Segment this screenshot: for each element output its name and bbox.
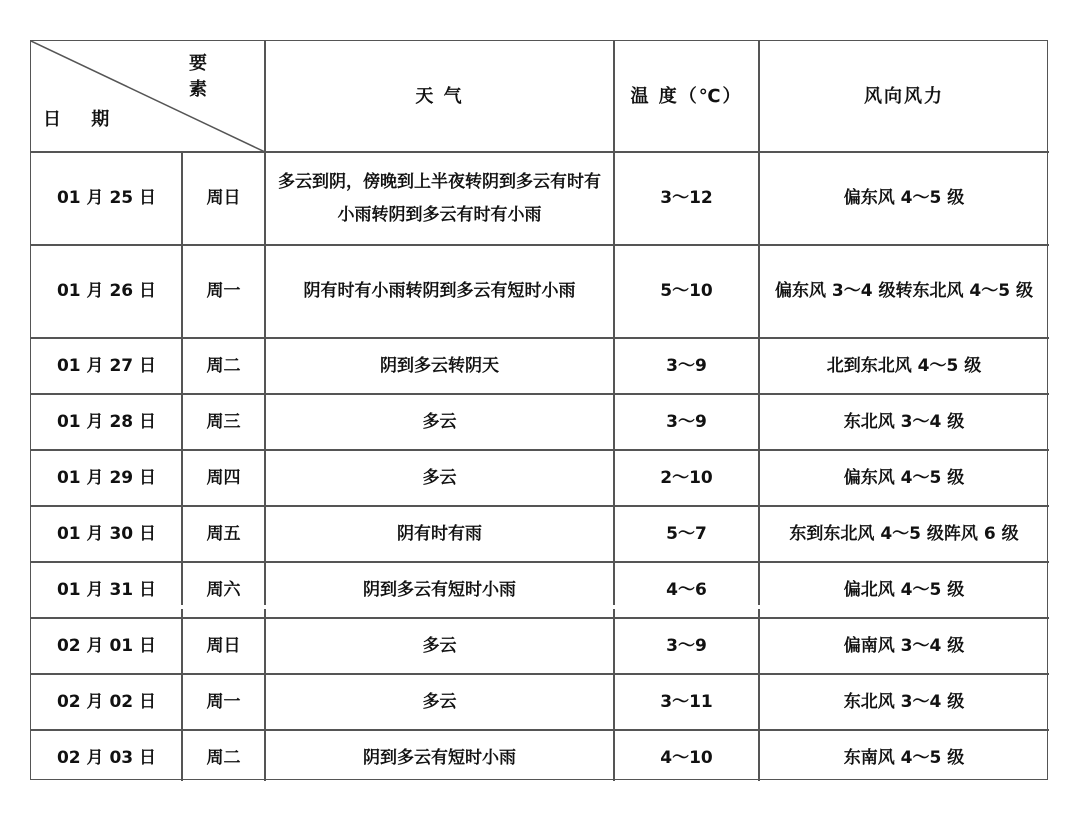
wind-cell: 偏北风 4～5 级 [843,579,965,600]
wind-cell: 北到东北风 4～5 级 [826,355,982,376]
weather-forecast-table [30,40,1048,780]
weather-cell: 阴有时有小雨转阴到多云有短时小雨 [303,281,576,301]
temperature-cell: 5～10 [660,281,713,301]
row-divider [31,151,1049,153]
header-temperature: 温 度（℃） [630,86,743,107]
row-divider [31,617,1049,619]
date-cell: 01 月 30 日 [56,523,157,544]
date-cell: 02 月 02 日 [56,691,157,712]
weather-cell: 阴到多云有短时小雨 [363,579,516,600]
temperature-cell: 3～11 [660,691,713,712]
weather-cell: 多云 [422,691,457,712]
header-date-label: 日 期 [43,109,122,130]
date-cell: 01 月 26 日 [56,281,157,301]
col-divider [181,152,183,781]
row-divider [31,561,1049,563]
wind-cell: 东南风 4～5 级 [843,747,965,768]
weekday-cell: 周日 [206,188,241,208]
date-cell: 01 月 25 日 [56,188,157,208]
date-cell: 01 月 29 日 [56,467,157,488]
header-corner-cell [31,41,265,152]
weather-cell: 多云 [422,635,457,656]
wind-cell: 偏南风 3～4 级 [843,635,965,656]
wind-cell: 东到东北风 4～5 级阵风 6 级 [789,523,1019,544]
weekday-cell: 周日 [206,635,241,656]
weather-cell: 多云到阴，傍晚到上半夜转阴到多云有时有小雨转阴到多云有时有小雨 [278,171,601,225]
weather-cell: 阴到多云转阴天 [380,355,499,376]
row-divider [31,244,1049,246]
weather-cell: 阴有时有雨 [397,523,482,544]
header-elements-label: 要 素 [189,53,219,100]
weekday-cell: 周一 [206,691,241,712]
row-divider [31,393,1049,395]
header-weather: 天 气 [415,86,464,107]
weekday-cell: 周三 [206,411,241,432]
wind-cell: 偏东风 4～5 级 [843,467,965,488]
weekday-cell: 周五 [206,523,241,544]
header-wind: 风向风力 [864,86,944,107]
temperature-cell: 3～9 [666,355,707,376]
weekday-cell: 周四 [206,467,241,488]
weather-cell: 多云 [422,411,457,432]
wind-cell: 东北风 3～4 级 [843,691,965,712]
row-divider [31,449,1049,451]
temperature-cell: 3～9 [666,635,707,656]
wind-cell: 偏东风 4～5 级 [843,188,965,208]
weekday-cell: 周六 [206,579,241,600]
weather-cell: 阴到多云有短时小雨 [363,747,516,768]
temperature-cell: 2～10 [660,467,713,488]
wind-cell: 东北风 3～4 级 [843,411,965,432]
weather-cell: 多云 [422,467,457,488]
temperature-cell: 4～10 [660,747,713,768]
weekday-cell: 周二 [206,355,241,376]
weekday-cell: 周一 [206,281,241,301]
date-cell: 01 月 27 日 [56,355,157,376]
date-cell: 01 月 28 日 [56,411,157,432]
row-divider [31,729,1049,731]
temperature-cell: 3～9 [666,411,707,432]
temperature-cell: 4～6 [666,579,707,600]
temperature-cell: 3～12 [660,188,713,208]
row-divider [31,337,1049,339]
date-cell: 01 月 31 日 [56,579,157,600]
temperature-cell: 5～7 [666,523,707,544]
weekday-cell: 周二 [206,747,241,768]
page-break-gap [31,605,1047,609]
row-divider [31,505,1049,507]
date-cell: 02 月 03 日 [56,747,157,768]
row-divider [31,673,1049,675]
date-cell: 02 月 01 日 [56,635,157,656]
wind-cell: 偏东风 3～4 级转东北风 4～5 级 [775,281,1033,301]
